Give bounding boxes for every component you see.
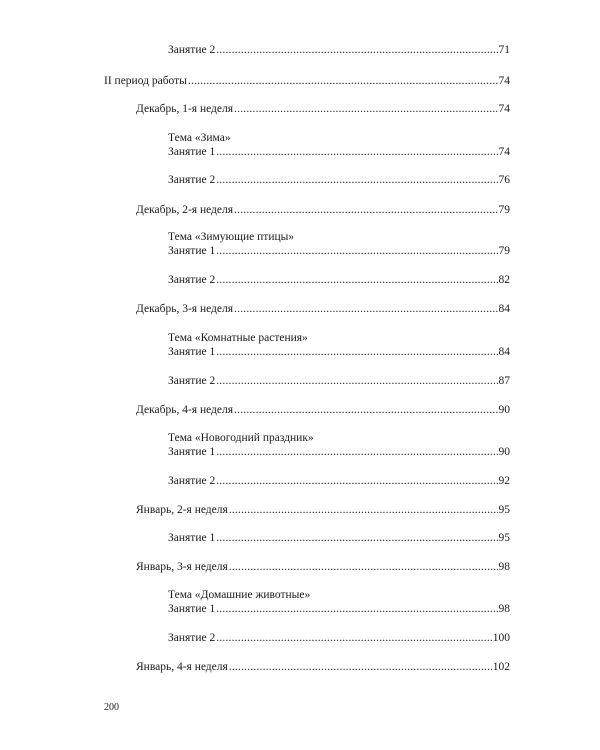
dot-leader xyxy=(234,102,497,116)
entry-label: Декабрь, 2-я неделя xyxy=(136,204,234,216)
toc-entry[interactable] xyxy=(168,345,510,359)
entry-label: Январь, 3-я неделя xyxy=(136,561,228,573)
entry-page: 90 xyxy=(498,404,510,416)
entry-label: Январь, 2-я неделя xyxy=(136,504,228,516)
dot-leader xyxy=(229,503,498,517)
toc-entry[interactable] xyxy=(168,631,510,645)
toc-entry[interactable] xyxy=(136,102,510,116)
toc-entry[interactable] xyxy=(104,74,510,88)
toc-entry[interactable] xyxy=(136,302,510,316)
page-number: 200 xyxy=(104,702,119,713)
entry-page: 74 xyxy=(498,75,510,87)
theme-heading: Тема «Зима» xyxy=(168,132,231,144)
entry-page: 84 xyxy=(498,303,510,315)
toc-entry[interactable] xyxy=(136,660,510,674)
entry-page: 90 xyxy=(498,446,510,458)
dot-leader xyxy=(216,244,497,258)
entry-label: Занятие 2 xyxy=(168,44,216,56)
dot-leader xyxy=(216,43,497,57)
dot-leader xyxy=(216,145,497,159)
entry-label: Январь, 4-я неделя xyxy=(136,661,228,673)
dot-leader xyxy=(216,474,497,488)
dot-leader xyxy=(216,602,497,616)
toc-entry[interactable] xyxy=(168,173,510,187)
toc-entry[interactable] xyxy=(168,445,510,459)
theme-heading: Тема «Зимующие птицы» xyxy=(168,231,295,243)
toc-entry[interactable] xyxy=(136,203,510,217)
dot-leader xyxy=(234,403,497,417)
entry-label: II период работы xyxy=(104,75,187,87)
entry-page: 92 xyxy=(498,475,510,487)
entry-page: 98 xyxy=(498,603,510,615)
dot-leader xyxy=(216,345,497,359)
toc-entry[interactable] xyxy=(168,43,510,57)
entry-label: Занятие 2 xyxy=(168,174,216,186)
entry-page: 82 xyxy=(498,274,510,286)
toc-entry[interactable] xyxy=(168,602,510,616)
dot-leader xyxy=(234,203,497,217)
entry-page: 100 xyxy=(492,632,510,644)
entry-page: 79 xyxy=(498,204,510,216)
dot-leader xyxy=(216,173,497,187)
entry-label: Занятие 2 xyxy=(168,632,216,644)
dot-leader xyxy=(216,374,497,388)
toc-entry[interactable] xyxy=(168,273,510,287)
entry-label: Занятие 1 xyxy=(168,346,216,358)
entry-label: Занятие 1 xyxy=(168,603,216,615)
entry-label: Занятие 1 xyxy=(168,146,216,158)
entry-page: 102 xyxy=(492,661,510,673)
entry-page: 79 xyxy=(498,245,510,257)
entry-page: 95 xyxy=(498,532,510,544)
toc-entry[interactable] xyxy=(168,374,510,388)
entry-label: Декабрь, 4-я неделя xyxy=(136,404,234,416)
entry-page: 74 xyxy=(498,146,510,158)
entry-page: 84 xyxy=(498,346,510,358)
dot-leader xyxy=(216,531,497,545)
toc-entry[interactable] xyxy=(136,403,510,417)
theme-heading: Тема «Новогодний праздник» xyxy=(168,432,314,444)
toc-entry[interactable] xyxy=(136,560,510,574)
dot-leader xyxy=(229,660,492,674)
toc-entry[interactable] xyxy=(168,145,510,159)
dot-leader xyxy=(216,445,497,459)
entry-page: 71 xyxy=(498,44,510,56)
dot-leader xyxy=(234,302,497,316)
entry-label: Занятие 2 xyxy=(168,475,216,487)
entry-page: 74 xyxy=(498,103,510,115)
entry-label: Декабрь, 1-я неделя xyxy=(136,103,234,115)
entry-label: Декабрь, 3-я неделя xyxy=(136,303,234,315)
theme-heading: Тема «Домашние животные» xyxy=(168,589,311,601)
entry-page: 95 xyxy=(498,504,510,516)
toc-entry[interactable] xyxy=(168,474,510,488)
entry-label: Занятие 1 xyxy=(168,532,216,544)
dot-leader xyxy=(188,74,498,88)
entry-page: 98 xyxy=(498,561,510,573)
entry-label: Занятие 2 xyxy=(168,274,216,286)
toc-entry[interactable] xyxy=(168,244,510,258)
entry-label: Занятие 2 xyxy=(168,375,216,387)
toc-entry[interactable] xyxy=(136,503,510,517)
toc-entry[interactable] xyxy=(168,531,510,545)
entry-label: Занятие 1 xyxy=(168,245,216,257)
theme-heading: Тема «Комнатные растения» xyxy=(168,332,308,344)
entry-page: 76 xyxy=(498,174,510,186)
entry-page: 87 xyxy=(498,375,510,387)
dot-leader xyxy=(216,273,497,287)
dot-leader xyxy=(216,631,492,645)
entry-label: Занятие 1 xyxy=(168,446,216,458)
dot-leader xyxy=(229,560,498,574)
